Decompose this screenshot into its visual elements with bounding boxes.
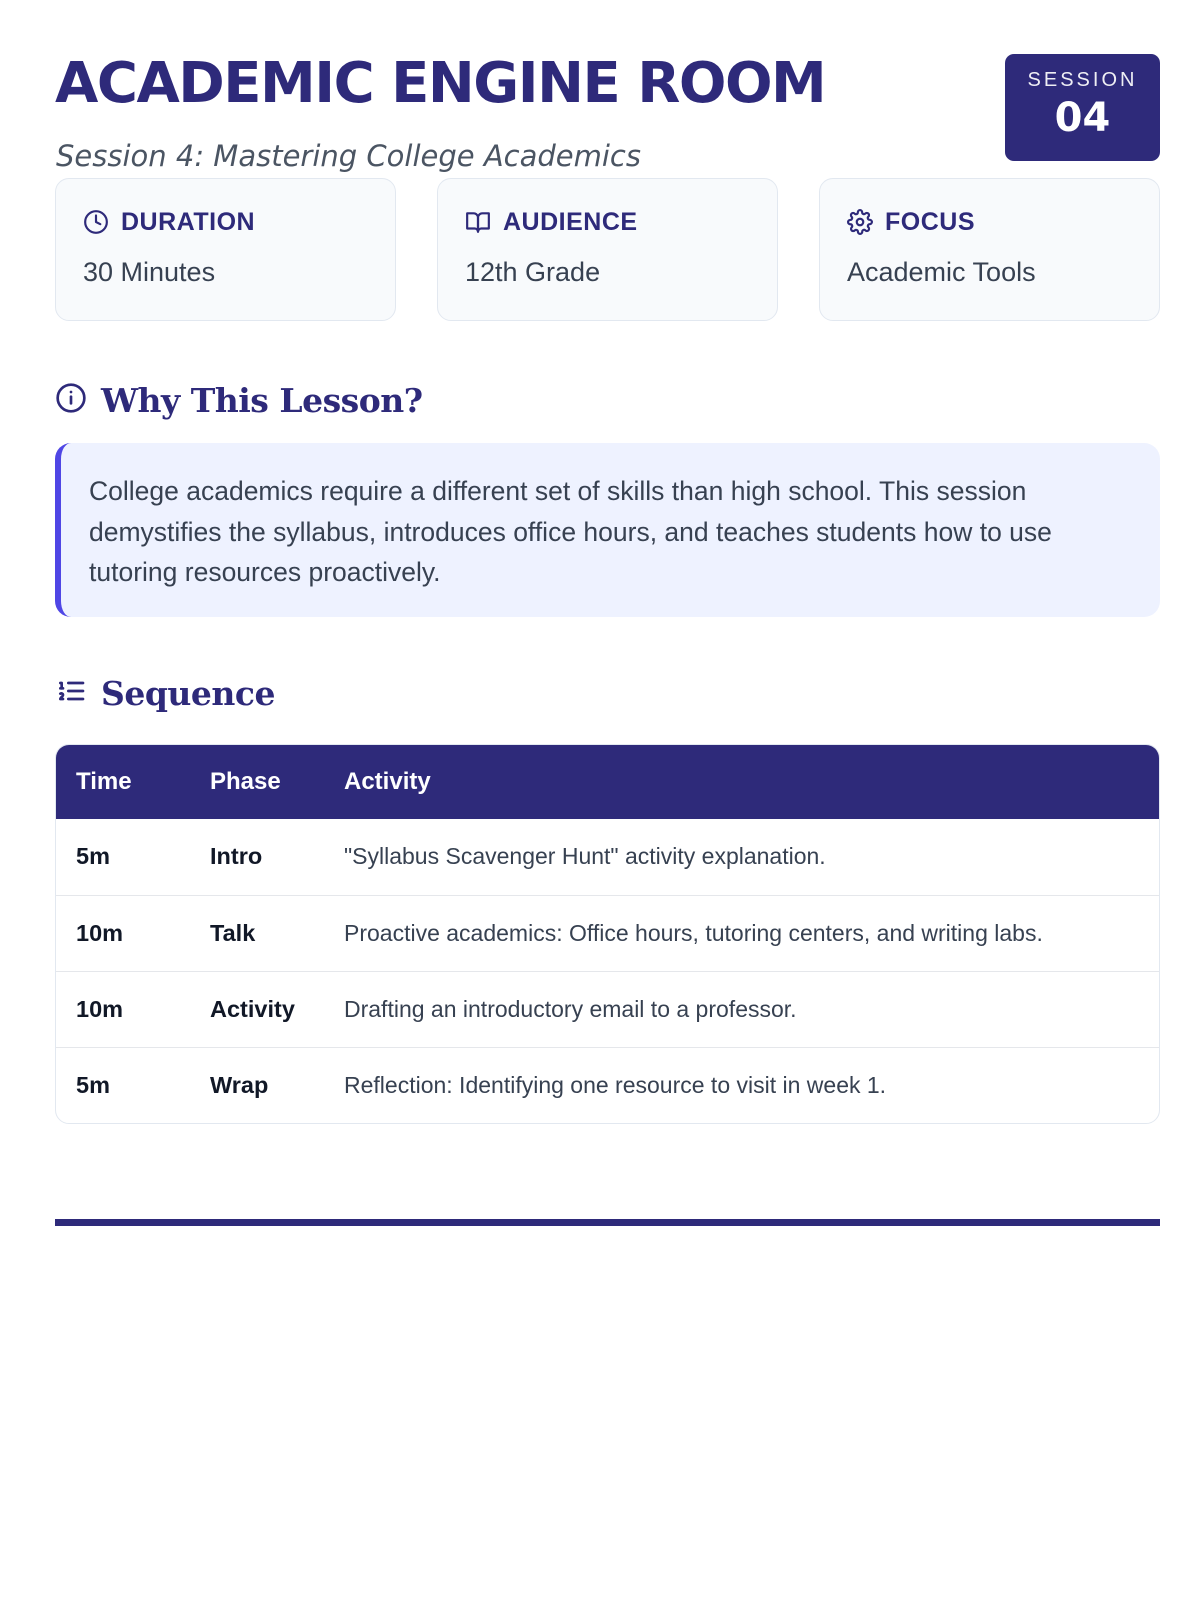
cell-time: 5m	[56, 1047, 190, 1123]
table-row	[56, 971, 1159, 1047]
numbered-list-icon	[55, 675, 87, 712]
cell-phase: Intro	[210, 843, 263, 870]
page-title: ACADEMIC ENGINE ROOM	[55, 51, 826, 116]
cell-phase: Activity	[190, 971, 324, 1047]
why-section-heading	[55, 381, 1160, 420]
session-badge	[1005, 54, 1160, 161]
table-row	[56, 819, 1159, 895]
focus-value: Academic Tools	[847, 257, 1036, 287]
table-row	[56, 1047, 1159, 1123]
why-callout	[55, 443, 1160, 617]
audience-card	[437, 178, 778, 321]
focus-card	[819, 178, 1160, 321]
info-cards	[55, 178, 1160, 321]
book-open-icon	[465, 209, 491, 235]
cell-time: 10m	[56, 971, 190, 1047]
sequence-heading-text: Sequence	[101, 674, 275, 713]
session-badge-label: SESSION	[1027, 69, 1138, 91]
cell-phase: Talk	[190, 895, 324, 971]
why-body: College academics require a different set of skills than high school. This session demystifies the syllabus, introduces office hours, and teaches students how to use tutoring resources proactively.	[89, 476, 1052, 587]
why-heading-text: Why This Lesson?	[101, 381, 423, 420]
info-icon	[55, 382, 87, 419]
footer-divider	[55, 1219, 1160, 1226]
cell-time: 5m	[76, 843, 110, 870]
column-header-activity: Activity	[344, 768, 431, 795]
page-subtitle: Session 4: Mastering College Academics	[56, 139, 641, 173]
gear-icon	[847, 209, 873, 235]
page-header	[55, 50, 1160, 178]
duration-label: DURATION	[121, 207, 256, 236]
duration-value: 30 Minutes	[83, 257, 216, 287]
audience-label: AUDIENCE	[503, 207, 638, 236]
audience-value: 12th Grade	[465, 257, 601, 287]
column-header-phase: Phase	[210, 768, 281, 795]
focus-label: FOCUS	[885, 207, 975, 236]
cell-activity: "Syllabus Scavenger Hunt" activity explanation.	[344, 843, 826, 870]
table-row	[56, 895, 1159, 971]
column-header-time: Time	[76, 768, 132, 795]
cell-time: 10m	[56, 895, 190, 971]
cell-phase: Wrap	[190, 1047, 324, 1123]
table-header-row	[56, 745, 1159, 819]
cell-activity: Reflection: Identifying one resource to visit in week 1.	[324, 1047, 1159, 1123]
sequence-section-heading	[55, 674, 1160, 713]
cell-activity: Drafting an introductory email to a professor.	[324, 971, 1159, 1047]
sequence-table	[55, 744, 1160, 1124]
session-badge-number: 04	[1054, 95, 1111, 141]
cell-activity: Proactive academics: Office hours, tutoring centers, and writing labs.	[324, 895, 1159, 971]
lesson-page	[55, 50, 1160, 1226]
clock-icon	[83, 209, 109, 235]
duration-card	[55, 178, 396, 321]
